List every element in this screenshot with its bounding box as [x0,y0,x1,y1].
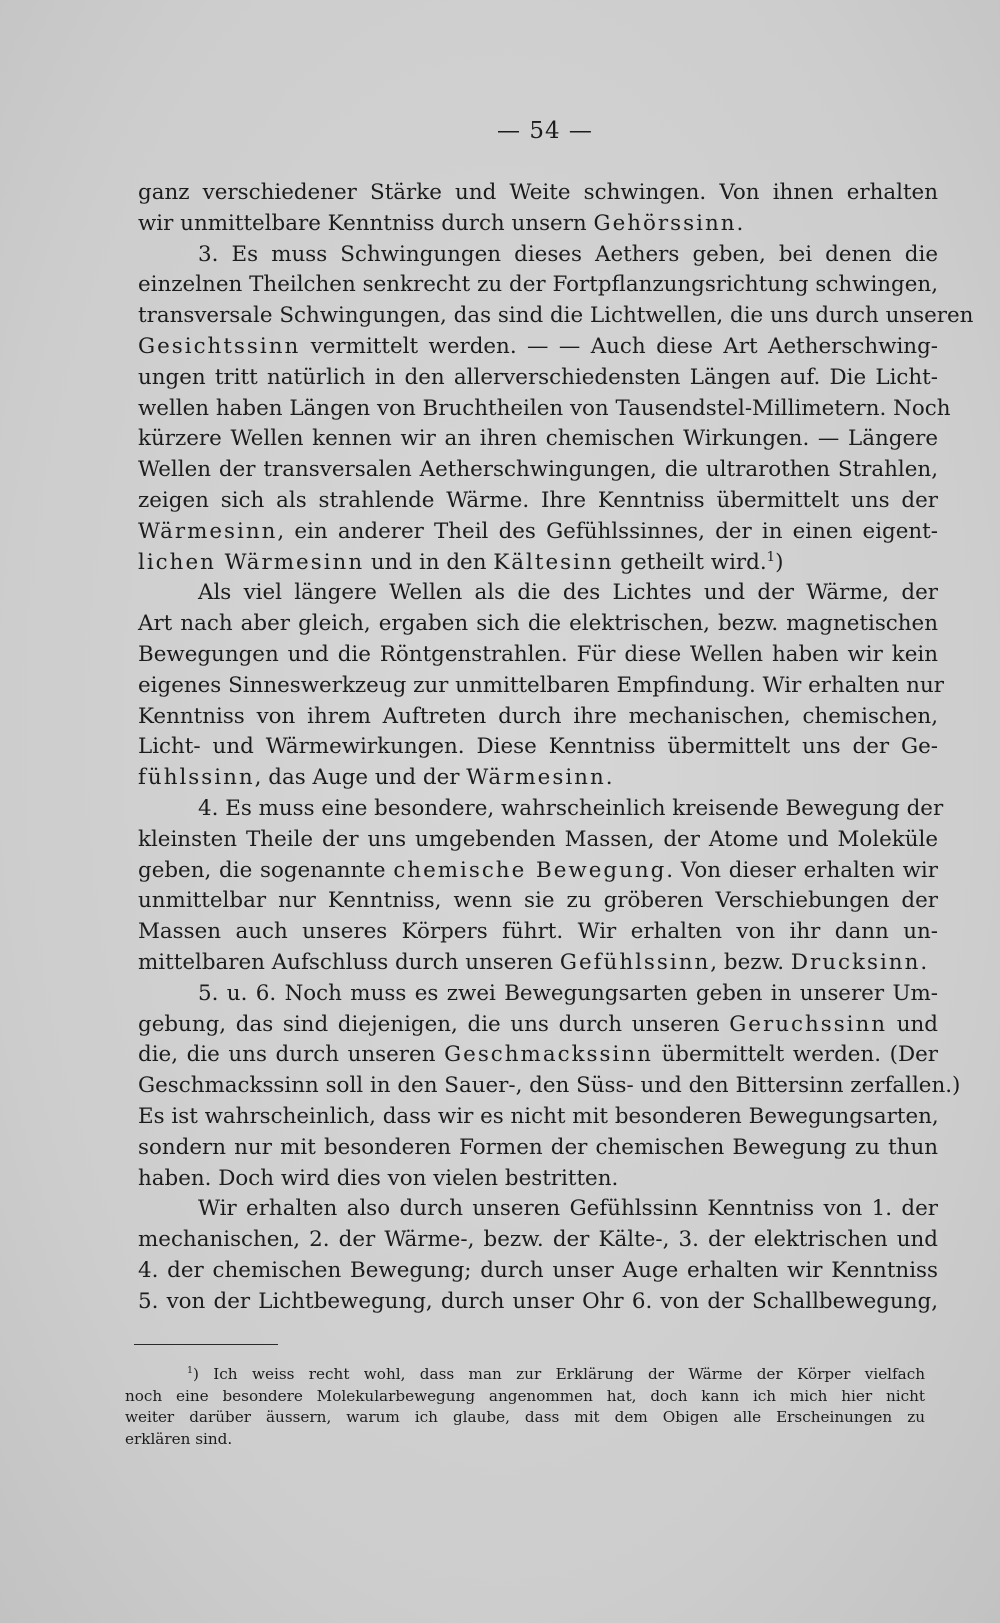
text-line: 4. Es muss eine besondere, wahrscheinlich kreisende Bewegung der [198,795,944,821]
text-line: 5. von der Lichtbewegung, durch unser Ohr 6. von der Schallbewegung, [138,1288,938,1314]
paragraph [138,178,938,240]
text-line: Als viel längere Wellen als die des Lichtes und der Wärme, der [198,580,938,606]
text-line: zeigen sich als strahlende Wärme. Ihre Kenntniss übermittelt uns der [138,487,938,513]
text-line: gebung, das sind diejenigen, die uns durch unseren Geruchssinn und [138,1011,938,1037]
footnote-divider [134,1344,278,1345]
paragraph [138,979,961,1195]
footnote-line: erklären sind. [125,1429,233,1448]
text-line: 3. Es muss Schwingungen dieses Aethers geben, bei denen die [198,241,938,267]
text-line: Geschmackssinn soll in den Sauer-, den Süss- und den Bittersinn zerfallen.) [138,1073,961,1099]
text-line: einzelnen Theilchen senkrecht zu der Fortpflanzungsrichtung schwingen, [138,272,938,298]
footnote-line: noch eine besondere Molekularbewegung angenommen hat, doch kann ich mich hier nicht [125,1386,925,1405]
text-line: lichen Wärmesinn und in den Kältesinn getheilt wird.$^1$) [138,549,784,575]
text-line: Bewegungen und die Röntgenstrahlen. Für diese Wellen haben wir kein [138,641,938,667]
paragraph [138,1194,938,1317]
text-line: geben, die sogenannte chemische Bewegung. Von dieser erhalten wir [138,857,938,883]
paragraph [138,794,944,979]
text-line: wir unmittelbare Kenntniss durch unsern Gehörssinn. [138,210,744,236]
page-number: — 54 — [497,118,593,144]
footnote-ref[interactable]: 1 [766,549,776,565]
text-line: Massen auch unseres Körpers führt. Wir erhalten von ihr dann un- [138,919,938,945]
text-line: Wir erhalten also durch unseren Gefühlssinn Kenntniss von 1. der [198,1196,938,1222]
text-line: ganz verschiedener Stärke und Weite schwingen. Von ihnen erhalten [138,180,938,205]
text-line: eigenes Sinneswerkzeug zur unmittelbaren Empfindung. Wir erhalten nur [138,672,944,698]
text-line: Art nach aber gleich, ergaben sich die elektrischen, bezw. magnetischen [138,611,938,637]
text-line: kürzere Wellen kennen wir an ihren chemischen Wirkungen. — Längere [138,426,938,452]
text-line: Wellen der transversalen Aetherschwingungen, die ultrarothen Strahlen, [138,457,938,483]
text-line: Gesichtssinn vermittelt werden. — — Auch diese Art Aetherschwing- [138,333,938,359]
text-line: mechanischen, 2. der Wärme-, bezw. der Kälte-, 3. der elektrischen und [138,1227,938,1253]
text-line: transversale Schwingungen, das sind die Lichtwellen, die uns durch unseren [138,303,974,329]
footnote-marker: 1 [187,1364,193,1376]
paragraph [138,240,974,579]
text-line: Wärmesinn, ein anderer Theil des Gefühlssinnes, der in einen eigent- [138,518,938,544]
text-line: fühlssinn, das Auge und der Wärmesinn. [138,765,613,791]
text-line: die, die uns durch unseren Geschmackssinn übermittelt werden. (Der [138,1042,938,1068]
text-line: Licht- und Wärmewirkungen. Diese Kenntniss übermittelt uns der Ge- [138,734,938,760]
body-text [138,178,974,1317]
paragraph [138,578,944,794]
text-line: Es ist wahrscheinlich, dass wir es nicht mit besonderen Bewegungsarten, [138,1103,939,1129]
text-line: ungen tritt natürlich in den allerverschiedensten Längen auf. Die Licht- [138,364,938,390]
text-line: unmittelbar nur Kenntniss, wenn sie zu gröberen Verschiebungen der [138,888,938,914]
footnote-line: weiter darüber äussern, warum ich glaube, dass mit dem Obigen alle Erscheinungen zu [125,1408,925,1426]
text-line: sondern nur mit besonderen Formen der chemischen Bewegung zu thun [138,1134,938,1160]
text-line: 5. u. 6. Noch muss es zwei Bewegungsarten geben in unserer Um- [198,980,938,1006]
footnote [125,1364,925,1450]
text-line: 4. der chemischen Bewegung; durch unser Auge erhalten wir Kenntniss [138,1257,938,1283]
text-line: mittelbaren Aufschluss durch unseren Gefühlssinn, bezw. Drucksinn. [138,949,928,975]
text-line: haben. Doch wird dies von vielen bestritten. [138,1165,619,1191]
text-line: wellen haben Längen von Bruchtheilen von Tausendstel-Millimetern. Noch [138,395,951,421]
text-line: Kenntniss von ihrem Auftreten durch ihre mechanischen, chemischen, [138,703,938,729]
text-line: kleinsten Theile der uns umgebenden Massen, der Atome und Moleküle [138,826,938,852]
footnote-line: $^1$) Ich weiss recht wohl, dass man zur Erklärung der Wärme der Körper vielfach [187,1364,925,1383]
